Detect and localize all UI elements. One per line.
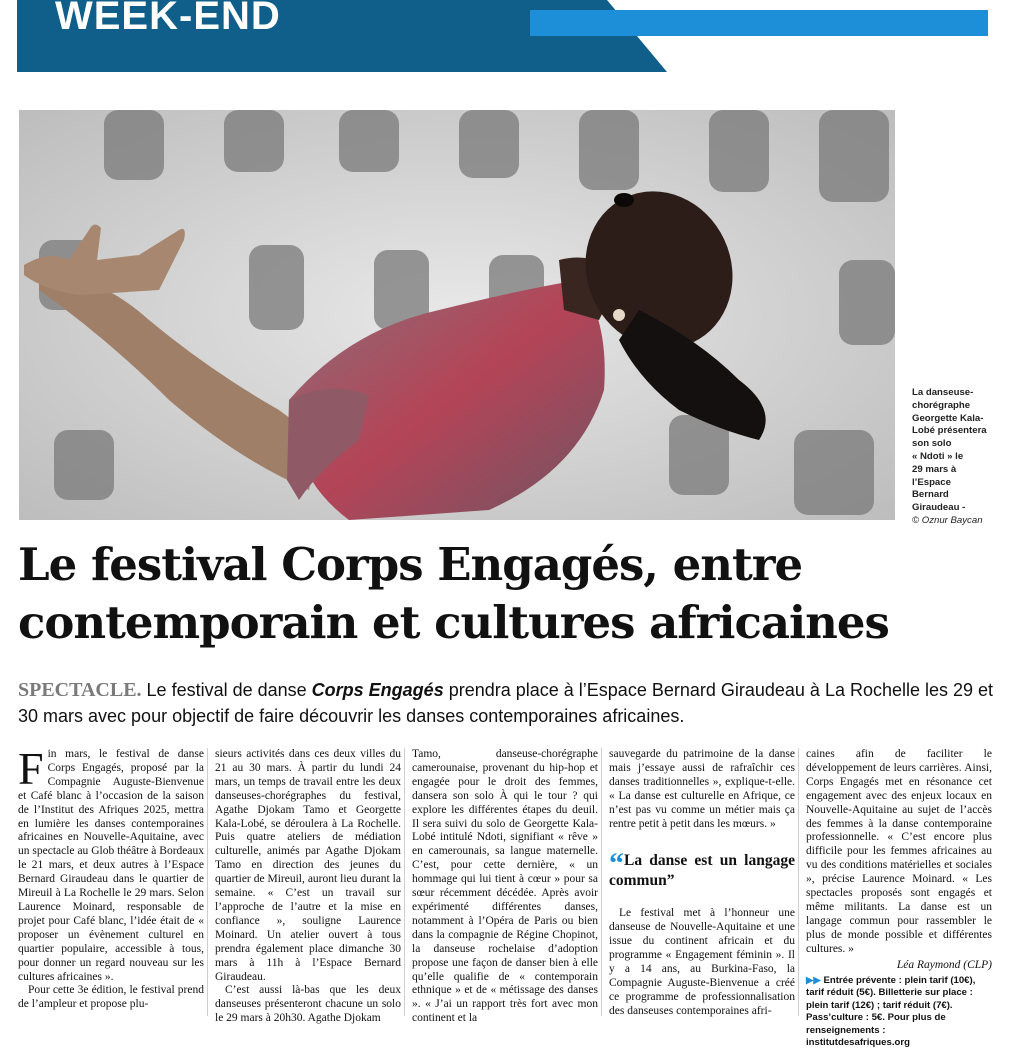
caption-line: Lobé présentera (912, 425, 1022, 438)
caption-line: son solo (912, 438, 1022, 451)
paragraph: caines afin de faciliter le développement de leurs carrières. Ainsi, Corps Engagés met en résonance cet engagement avec des enjeux locaux en Nouvelle-Aquitaine au sujet de l’accès des femmes à la danse contemporaine professionnelle. « C’est encore plus difficile pour les femmes africaines au vu des conditions matérielles et sociales », précise Laurence Moinard. « Les spectacles proposés sont engagés et même militants. La danse est un langage commun pour rassembler le plus de monde possible et différentes cultures. » (806, 748, 992, 957)
column-3 (412, 748, 598, 1026)
paragraph: sieurs activités dans ces deux villes du 21 au 30 mars. À partir du lundi 24 mars, un temps de travail entre les deux danseuses-chorégraphes du festival, Agathe Djokam Tamo et Georgette Kala-Lobé, se déroulera à La Rochelle. Puis quatre ateliers de médiation culturelle, animés par Agathe Djokam Tamo en direction des jeunes du quartier de Mireuil, auront lieu durant la semaine. « C’est un travail sur l’approche de l’autre et la mise en confiance », souligne Laurence Moinard. Un atelier ouvert à tous prendra également place dimanche 30 mars à 11h à l’Espace Bernard Giraudeau. (215, 748, 401, 984)
paragraph: Le festival met à l’honneur une danseuse de Nouvelle-Aquitaine et une issue du continent africain et du programme « Engagement féminin ». Il y a 14 ans, au Burkina-Faso, la Compagnie Auguste-Bienvenue a créé ce programme de professionnalisation des danseuses contemporaines afri- (609, 907, 795, 1018)
column-divider (601, 748, 602, 1016)
column-4 (609, 748, 795, 1019)
paragraph: sauvegarde du patrimoine de la danse mais j’essaye aussi de rafraîchir ces danses traditionnelles », explique-t-elle. « La danse est culturelle en Afrique, ce n’est pas vu comme un métier mais ça rentre petit à petit dans les mœurs. » (609, 748, 795, 831)
caption-line: l’Espace (912, 477, 1022, 490)
deck-festival-name: Corps Engagés (312, 680, 444, 700)
paragraph: C’est aussi là-bas que les deux danseuses présenteront chacune un solo le 29 mars à 20h30. Agathe Djokam (215, 984, 401, 1026)
column-divider (404, 748, 405, 1016)
deck-text-b: prendra place à l’Espace Bernard Giraudeau à La Rochelle les 29 et 30 mars avec pour objectif de faire découvrir les danses contemporaines africaines. (18, 680, 993, 726)
caption-line: « Ndoti » le (912, 451, 1022, 464)
practical-info (806, 975, 992, 1050)
quote-mark-icon: “ (609, 847, 624, 880)
double-arrow-icon: ▶▶ (806, 975, 821, 986)
caption-line: La danseuse- (912, 387, 1022, 400)
paragraph (18, 748, 204, 984)
author-signature: Léa Raymond (CLP) (806, 959, 992, 973)
headline-line-1: Le festival Corps Engagés, entre (18, 536, 1008, 594)
caption-line: Georgette Kala- (912, 413, 1022, 426)
article-headline (18, 536, 1008, 652)
kicker: SPECTACLE. (18, 679, 142, 701)
column-2 (215, 748, 401, 1026)
dancer-photo-illustration (19, 110, 895, 520)
article-deck (18, 677, 1008, 729)
photo-caption (912, 387, 1022, 528)
drop-cap: F (18, 750, 44, 788)
caption-line: chorégraphe (912, 400, 1022, 413)
accent-bar (530, 10, 988, 36)
column-1 (18, 748, 204, 1012)
caption-line: Giraudeau - (912, 502, 1022, 515)
paragraph: Pour cette 3e édition, le festival prend de l’ampleur et propose plu- (18, 984, 204, 1012)
paragraph-text: in mars, le festival de danse Corps Engagés, proposé par la Compagnie Auguste-Bienvenue et Café blanc à l’occasion de la saison de l’Institut des Afriques 2025, mettra en lumière les danses contemporaines africaines en Nouvelle-Aquitaine, avec un spectacle au Glob théâtre à Bordeaux le 21 mars, et deux autres à l’Espace Bernard Giraudeau dans le quartier de Mireuil à La Rochelle le 29 mars. Selon Laurence Moinard, responsable de projet pour Café blanc, l’idée était de « proposer un évènement culturel en quartier populaire, accessible à tous, pour donner un regard nouveau sur les cultures africaines ». (18, 748, 204, 983)
column-divider (798, 748, 799, 1016)
paragraph: Tamo, danseuse-chorégraphe camerounaise, provenant du hip-hop et engagée pour le droit des femmes, dansera son solo À qui le tour ? qui explore les différentes étapes du deuil. Il sera suivi du solo de Georgette Kala-Lobé intitulé Ndoti, signifiant « rêve » en camerounais, sa langue maternelle. C’est, pour cette dernière, « un hommage qui lui tient à cœur » pour sa sœur récemment décédée. Après avoir expérimenté différentes danses, notamment à l’Opéra de Paris ou bien dans la compagnie de Régine Chopinot, la danseuse rochelaise d’adoption propose une façon de danser bien à elle qu’elle qualifie de « contemporain ethnique » et de « métissage des danses ». « J’ai un rapport très fort avec mon continent et la (412, 748, 598, 1026)
headline-line-2: contemporain et cultures africaines (18, 594, 1008, 652)
column-divider (207, 748, 208, 1016)
article-photo (19, 110, 895, 520)
caption-line: Bernard (912, 489, 1022, 502)
deck-text-a: Le festival de danse (142, 680, 312, 700)
section-label: WEEK-END (55, 0, 281, 39)
column-5 (806, 748, 992, 1050)
photo-credit: © Oznur Baycan (912, 515, 1022, 528)
pull-quote (609, 851, 795, 891)
practical-info-text: Entrée prévente : plein tarif (10€), tarif réduit (5€). Billetterie sur place : plein tarif (12€) ; tarif réduit (7€). Pass’culture : 5€. Pour plus de renseignements : institutdesafriques.org (806, 975, 975, 1049)
pull-quote-text: La danse est un langage commun” (609, 852, 795, 889)
caption-line: 29 mars à (912, 464, 1022, 477)
